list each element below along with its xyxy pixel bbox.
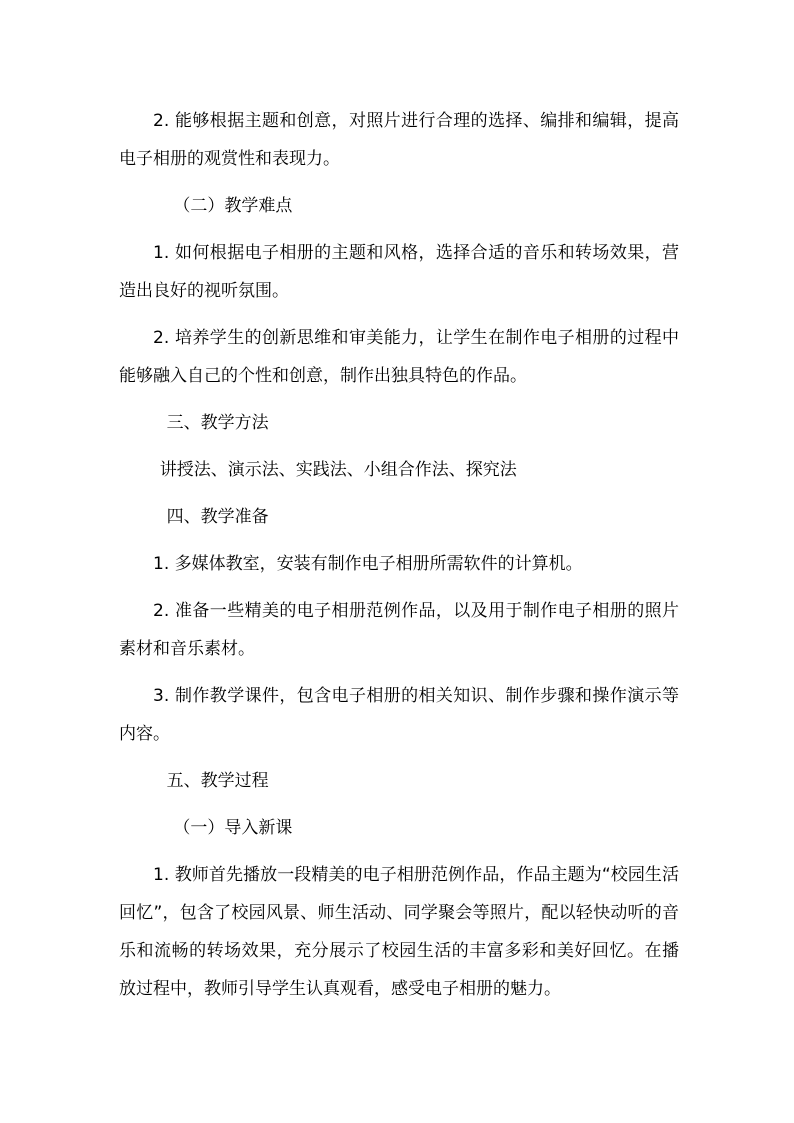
paragraph-prep-3: 3. 制作教学课件，包含电子相册的相关知识、制作步骤和操作演示等内容。 [119,686,679,744]
heading-teaching-difficulty: （二）教学难点 [173,196,293,216]
paragraph-methods: 讲授法、演示法、实践法、小组合作法、探究法 [159,460,517,480]
heading-introduction: （一）导入新课 [173,818,293,838]
paragraph-prep-1: 1. 多媒体教室，安装有制作电子相册所需软件的计算机。 [153,554,583,574]
heading-teaching-preparation: 四、教学准备 [166,507,269,527]
heading-teaching-method: 三、教学方法 [166,413,269,433]
paragraph-difficulty-2: 2. 培养学生的创新思维和审美能力，让学生在制作电子相册的过程中能够融入自己的个性和创意，制作出独具特色的作品。 [119,328,679,386]
paragraph-intro-1: 1. 教师首先播放一段精美的电子相册范例作品，作品主题为“校园生活回忆”，包含了校园风景、师生活动、同学聚会等照片，配以轻快动听的音乐和流畅的转场效果，充分展示了校园生活的丰富多彩和美好回忆。在播放过程中，教师引导学生认真观看，感受电子相册的魅力。 [119,865,679,999]
document-body [119,102,679,1008]
paragraph-goal-2: 2. 能够根据主题和创意，对照片进行合理的选择、编排和编辑，提高电子相册的观赏性和表现力。 [119,111,679,169]
heading-teaching-process: 五、教学过程 [166,771,269,791]
paragraph-difficulty-1: 1. 如何根据电子相册的主题和风格，选择合适的音乐和转场效果，营造出良好的视听氛围。 [119,243,679,301]
paragraph-prep-2: 2. 准备一些精美的电子相册范例作品，以及用于制作电子相册的照片素材和音乐素材。 [119,601,679,659]
